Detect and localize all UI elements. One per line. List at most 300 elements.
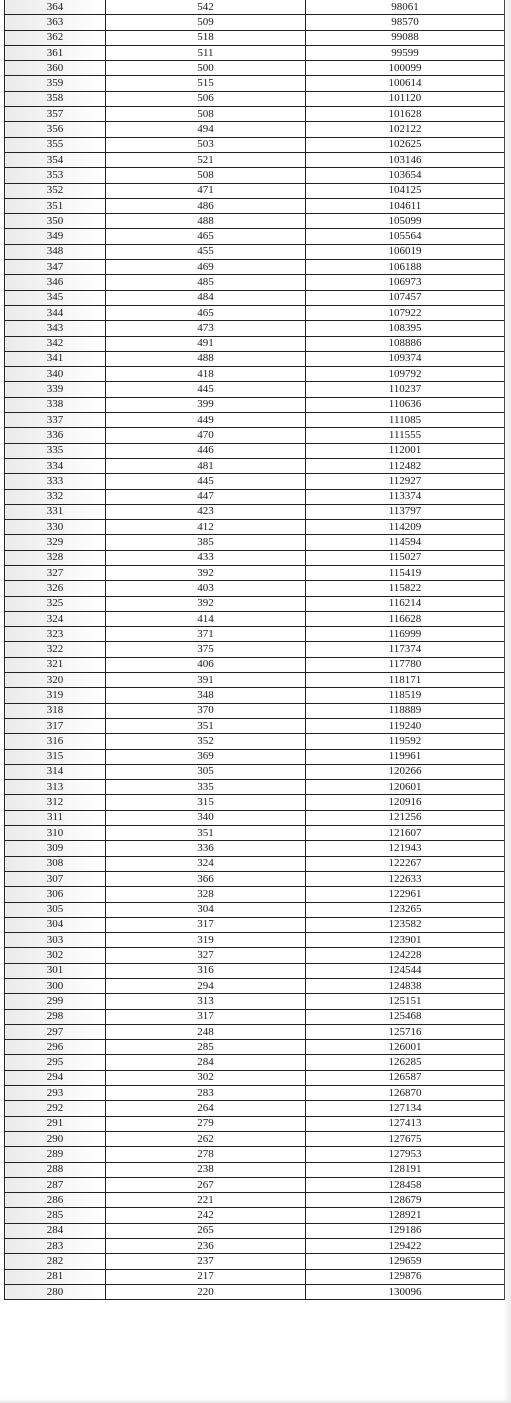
table-row xyxy=(5,1162,505,1177)
score-cell: 290 xyxy=(5,1131,106,1146)
count-cell: 283 xyxy=(106,1086,306,1101)
table-row xyxy=(5,489,505,504)
table-row xyxy=(5,565,505,580)
cumulative-cell: 107457 xyxy=(306,290,505,305)
cumulative-cell: 119592 xyxy=(306,734,505,749)
count-cell: 447 xyxy=(106,489,306,504)
cumulative-cell: 99599 xyxy=(306,45,505,60)
score-cell: 317 xyxy=(5,718,106,733)
table-row xyxy=(5,1193,505,1208)
cumulative-cell: 116214 xyxy=(306,596,505,611)
count-cell: 445 xyxy=(106,382,306,397)
count-cell: 236 xyxy=(106,1239,306,1254)
cumulative-cell: 128921 xyxy=(306,1208,505,1223)
count-cell: 485 xyxy=(106,275,306,290)
cumulative-cell: 106973 xyxy=(306,275,505,290)
count-cell: 385 xyxy=(106,535,306,550)
table-row xyxy=(5,504,505,519)
cumulative-cell: 122267 xyxy=(306,856,505,871)
score-cell: 324 xyxy=(5,611,106,626)
count-cell: 469 xyxy=(106,260,306,275)
score-cell: 346 xyxy=(5,275,106,290)
count-cell: 518 xyxy=(106,30,306,45)
count-cell: 315 xyxy=(106,795,306,810)
score-cell: 330 xyxy=(5,520,106,535)
count-cell: 248 xyxy=(106,1024,306,1039)
score-cell: 300 xyxy=(5,979,106,994)
cumulative-cell: 98061 xyxy=(306,0,505,15)
score-cell: 321 xyxy=(5,657,106,672)
table-row xyxy=(5,795,505,810)
count-cell: 267 xyxy=(106,1177,306,1192)
table-row xyxy=(5,1284,505,1299)
cumulative-cell: 100099 xyxy=(306,61,505,76)
count-cell: 336 xyxy=(106,841,306,856)
cumulative-cell: 127675 xyxy=(306,1131,505,1146)
count-cell: 304 xyxy=(106,902,306,917)
score-cell: 363 xyxy=(5,15,106,30)
cumulative-cell: 128191 xyxy=(306,1162,505,1177)
count-cell: 470 xyxy=(106,428,306,443)
table-row xyxy=(5,1223,505,1238)
cumulative-cell: 115822 xyxy=(306,581,505,596)
score-cell: 283 xyxy=(5,1239,106,1254)
table-row xyxy=(5,734,505,749)
score-cell: 314 xyxy=(5,764,106,779)
cumulative-cell: 113374 xyxy=(306,489,505,504)
table-row xyxy=(5,1239,505,1254)
count-cell: 371 xyxy=(106,627,306,642)
score-cell: 304 xyxy=(5,917,106,932)
score-cell: 352 xyxy=(5,183,106,198)
cumulative-cell: 129876 xyxy=(306,1269,505,1284)
score-cell: 364 xyxy=(5,0,106,15)
cumulative-cell: 126001 xyxy=(306,1040,505,1055)
cumulative-cell: 100614 xyxy=(306,76,505,91)
count-cell: 423 xyxy=(106,504,306,519)
score-cell: 333 xyxy=(5,474,106,489)
cumulative-cell: 122633 xyxy=(306,871,505,886)
table-row xyxy=(5,397,505,412)
table-row xyxy=(5,887,505,902)
count-cell: 217 xyxy=(106,1269,306,1284)
table-row xyxy=(5,1070,505,1085)
table-row xyxy=(5,1055,505,1070)
score-cell: 327 xyxy=(5,565,106,580)
table-row xyxy=(5,244,505,259)
cumulative-cell: 120601 xyxy=(306,780,505,795)
cumulative-cell: 108886 xyxy=(306,336,505,351)
cumulative-cell: 118889 xyxy=(306,703,505,718)
score-cell: 312 xyxy=(5,795,106,810)
count-cell: 351 xyxy=(106,718,306,733)
cumulative-cell: 125716 xyxy=(306,1024,505,1039)
table-row xyxy=(5,1116,505,1131)
count-cell: 279 xyxy=(106,1116,306,1131)
score-cell: 358 xyxy=(5,91,106,106)
score-cell: 360 xyxy=(5,61,106,76)
score-distribution-table xyxy=(4,0,505,1300)
score-cell: 356 xyxy=(5,122,106,137)
count-cell: 515 xyxy=(106,76,306,91)
cumulative-cell: 124544 xyxy=(306,963,505,978)
table-row xyxy=(5,673,505,688)
cumulative-cell: 129422 xyxy=(306,1239,505,1254)
score-cell: 351 xyxy=(5,198,106,213)
table-row xyxy=(5,15,505,30)
score-cell: 284 xyxy=(5,1223,106,1238)
table-row xyxy=(5,214,505,229)
count-cell: 488 xyxy=(106,214,306,229)
table-row xyxy=(5,841,505,856)
score-cell: 298 xyxy=(5,1009,106,1024)
table-row xyxy=(5,61,505,76)
score-cell: 315 xyxy=(5,749,106,764)
count-cell: 481 xyxy=(106,458,306,473)
count-cell: 317 xyxy=(106,1009,306,1024)
table-row xyxy=(5,152,505,167)
cumulative-cell: 125468 xyxy=(306,1009,505,1024)
count-cell: 285 xyxy=(106,1040,306,1055)
cumulative-cell: 125151 xyxy=(306,994,505,1009)
score-cell: 359 xyxy=(5,76,106,91)
table-row xyxy=(5,994,505,1009)
count-cell: 327 xyxy=(106,948,306,963)
score-cell: 313 xyxy=(5,780,106,795)
cumulative-cell: 119961 xyxy=(306,749,505,764)
cumulative-cell: 115027 xyxy=(306,550,505,565)
cumulative-cell: 114209 xyxy=(306,520,505,535)
cumulative-cell: 113797 xyxy=(306,504,505,519)
count-cell: 503 xyxy=(106,137,306,152)
table-row xyxy=(5,1254,505,1269)
score-cell: 349 xyxy=(5,229,106,244)
cumulative-cell: 117780 xyxy=(306,657,505,672)
count-cell: 542 xyxy=(106,0,306,15)
score-cell: 334 xyxy=(5,458,106,473)
score-cell: 361 xyxy=(5,45,106,60)
table-row xyxy=(5,611,505,626)
score-cell: 353 xyxy=(5,168,106,183)
cumulative-cell: 128679 xyxy=(306,1193,505,1208)
count-cell: 324 xyxy=(106,856,306,871)
score-cell: 343 xyxy=(5,321,106,336)
count-cell: 278 xyxy=(106,1147,306,1162)
cumulative-cell: 118519 xyxy=(306,688,505,703)
table-row xyxy=(5,367,505,382)
table-row xyxy=(5,703,505,718)
cumulative-cell: 111085 xyxy=(306,413,505,428)
table-row xyxy=(5,1009,505,1024)
table-row xyxy=(5,0,505,15)
score-cell: 291 xyxy=(5,1116,106,1131)
cumulative-cell: 121943 xyxy=(306,841,505,856)
count-cell: 302 xyxy=(106,1070,306,1085)
cumulative-cell: 130096 xyxy=(306,1284,505,1299)
table-row xyxy=(5,520,505,535)
score-cell: 338 xyxy=(5,397,106,412)
table-body xyxy=(5,0,505,1300)
score-cell: 362 xyxy=(5,30,106,45)
count-cell: 449 xyxy=(106,413,306,428)
count-cell: 348 xyxy=(106,688,306,703)
table-row xyxy=(5,780,505,795)
cumulative-cell: 106188 xyxy=(306,260,505,275)
count-cell: 351 xyxy=(106,826,306,841)
count-cell: 445 xyxy=(106,474,306,489)
cumulative-cell: 110237 xyxy=(306,382,505,397)
score-cell: 340 xyxy=(5,367,106,382)
score-cell: 294 xyxy=(5,1070,106,1085)
score-cell: 318 xyxy=(5,703,106,718)
score-cell: 323 xyxy=(5,627,106,642)
table-row xyxy=(5,749,505,764)
count-cell: 486 xyxy=(106,198,306,213)
score-cell: 344 xyxy=(5,305,106,320)
table-row xyxy=(5,336,505,351)
table-row xyxy=(5,137,505,152)
cumulative-cell: 111555 xyxy=(306,428,505,443)
table-row xyxy=(5,581,505,596)
cumulative-cell: 107922 xyxy=(306,305,505,320)
cumulative-cell: 103146 xyxy=(306,152,505,167)
table-row xyxy=(5,305,505,320)
cumulative-cell: 104611 xyxy=(306,198,505,213)
score-cell: 293 xyxy=(5,1086,106,1101)
table-row xyxy=(5,30,505,45)
cumulative-cell: 116999 xyxy=(306,627,505,642)
table-row xyxy=(5,1024,505,1039)
count-cell: 317 xyxy=(106,917,306,932)
cumulative-cell: 122961 xyxy=(306,887,505,902)
score-cell: 322 xyxy=(5,642,106,657)
table-row xyxy=(5,458,505,473)
cumulative-cell: 120916 xyxy=(306,795,505,810)
cumulative-cell: 118171 xyxy=(306,673,505,688)
count-cell: 294 xyxy=(106,979,306,994)
score-cell: 296 xyxy=(5,1040,106,1055)
table-row xyxy=(5,91,505,106)
table-row xyxy=(5,382,505,397)
table-row xyxy=(5,871,505,886)
count-cell: 491 xyxy=(106,336,306,351)
table-row xyxy=(5,1131,505,1146)
score-cell: 336 xyxy=(5,428,106,443)
score-cell: 339 xyxy=(5,382,106,397)
cumulative-cell: 129659 xyxy=(306,1254,505,1269)
table-row xyxy=(5,979,505,994)
score-cell: 287 xyxy=(5,1177,106,1192)
count-cell: 340 xyxy=(106,810,306,825)
score-cell: 357 xyxy=(5,107,106,122)
cumulative-cell: 109792 xyxy=(306,367,505,382)
count-cell: 328 xyxy=(106,887,306,902)
count-cell: 305 xyxy=(106,764,306,779)
count-cell: 406 xyxy=(106,657,306,672)
count-cell: 494 xyxy=(106,122,306,137)
table-row xyxy=(5,428,505,443)
count-cell: 509 xyxy=(106,15,306,30)
count-cell: 391 xyxy=(106,673,306,688)
table-row xyxy=(5,168,505,183)
table-row xyxy=(5,826,505,841)
count-cell: 316 xyxy=(106,963,306,978)
count-cell: 375 xyxy=(106,642,306,657)
score-cell: 280 xyxy=(5,1284,106,1299)
cumulative-cell: 123582 xyxy=(306,917,505,932)
cumulative-cell: 128458 xyxy=(306,1177,505,1192)
cumulative-cell: 114594 xyxy=(306,535,505,550)
score-cell: 308 xyxy=(5,856,106,871)
score-cell: 347 xyxy=(5,260,106,275)
table-row xyxy=(5,596,505,611)
score-cell: 319 xyxy=(5,688,106,703)
cumulative-cell: 116628 xyxy=(306,611,505,626)
table-row xyxy=(5,627,505,642)
table-row xyxy=(5,917,505,932)
count-cell: 465 xyxy=(106,229,306,244)
table-row xyxy=(5,856,505,871)
score-cell: 285 xyxy=(5,1208,106,1223)
score-cell: 305 xyxy=(5,902,106,917)
table-row xyxy=(5,718,505,733)
score-cell: 289 xyxy=(5,1147,106,1162)
score-cell: 311 xyxy=(5,810,106,825)
table-row xyxy=(5,933,505,948)
score-cell: 281 xyxy=(5,1269,106,1284)
cumulative-cell: 120266 xyxy=(306,764,505,779)
table-row xyxy=(5,1040,505,1055)
table-row xyxy=(5,550,505,565)
cumulative-cell: 102122 xyxy=(306,122,505,137)
count-cell: 392 xyxy=(106,565,306,580)
score-cell: 348 xyxy=(5,244,106,259)
table-row xyxy=(5,1101,505,1116)
score-cell: 337 xyxy=(5,413,106,428)
cumulative-cell: 127134 xyxy=(306,1101,505,1116)
count-cell: 412 xyxy=(106,520,306,535)
table-row xyxy=(5,764,505,779)
count-cell: 220 xyxy=(106,1284,306,1299)
table-row xyxy=(5,45,505,60)
cumulative-cell: 101628 xyxy=(306,107,505,122)
cumulative-cell: 112482 xyxy=(306,458,505,473)
cumulative-cell: 127953 xyxy=(306,1147,505,1162)
score-cell: 301 xyxy=(5,963,106,978)
score-cell: 282 xyxy=(5,1254,106,1269)
count-cell: 352 xyxy=(106,734,306,749)
score-cell: 295 xyxy=(5,1055,106,1070)
table-row xyxy=(5,275,505,290)
table-row xyxy=(5,963,505,978)
cumulative-cell: 108395 xyxy=(306,321,505,336)
count-cell: 399 xyxy=(106,397,306,412)
score-cell: 354 xyxy=(5,152,106,167)
score-cell: 350 xyxy=(5,214,106,229)
cumulative-cell: 110636 xyxy=(306,397,505,412)
score-cell: 342 xyxy=(5,336,106,351)
table-row xyxy=(5,351,505,366)
score-cell: 286 xyxy=(5,1193,106,1208)
cumulative-cell: 98570 xyxy=(306,15,505,30)
score-cell: 328 xyxy=(5,550,106,565)
count-cell: 414 xyxy=(106,611,306,626)
score-cell: 292 xyxy=(5,1101,106,1116)
count-cell: 488 xyxy=(106,351,306,366)
count-cell: 392 xyxy=(106,596,306,611)
table-row xyxy=(5,183,505,198)
cumulative-cell: 112927 xyxy=(306,474,505,489)
cumulative-cell: 109374 xyxy=(306,351,505,366)
right-edge-shadow xyxy=(503,0,511,1403)
score-cell: 307 xyxy=(5,871,106,886)
table-row xyxy=(5,290,505,305)
count-cell: 284 xyxy=(106,1055,306,1070)
cumulative-cell: 119240 xyxy=(306,718,505,733)
cumulative-cell: 121256 xyxy=(306,810,505,825)
cumulative-cell: 126870 xyxy=(306,1086,505,1101)
bottom-edge-shadow xyxy=(0,1399,511,1403)
count-cell: 221 xyxy=(106,1193,306,1208)
count-cell: 508 xyxy=(106,107,306,122)
count-cell: 465 xyxy=(106,305,306,320)
cumulative-cell: 126285 xyxy=(306,1055,505,1070)
cumulative-cell: 127413 xyxy=(306,1116,505,1131)
score-cell: 299 xyxy=(5,994,106,1009)
cumulative-cell: 101120 xyxy=(306,91,505,106)
count-cell: 319 xyxy=(106,933,306,948)
table-row xyxy=(5,1208,505,1223)
cumulative-cell: 123265 xyxy=(306,902,505,917)
table-row xyxy=(5,1177,505,1192)
count-cell: 455 xyxy=(106,244,306,259)
count-cell: 521 xyxy=(106,152,306,167)
score-cell: 309 xyxy=(5,841,106,856)
count-cell: 313 xyxy=(106,994,306,1009)
table-row xyxy=(5,107,505,122)
table-row xyxy=(5,76,505,91)
count-cell: 484 xyxy=(106,290,306,305)
score-cell: 310 xyxy=(5,826,106,841)
table-row xyxy=(5,413,505,428)
score-cell: 341 xyxy=(5,351,106,366)
table-row xyxy=(5,474,505,489)
count-cell: 237 xyxy=(106,1254,306,1269)
score-cell: 345 xyxy=(5,290,106,305)
cumulative-cell: 99088 xyxy=(306,30,505,45)
count-cell: 403 xyxy=(106,581,306,596)
cumulative-cell: 123901 xyxy=(306,933,505,948)
cumulative-cell: 112001 xyxy=(306,443,505,458)
cumulative-cell: 117374 xyxy=(306,642,505,657)
score-cell: 331 xyxy=(5,504,106,519)
score-cell: 326 xyxy=(5,581,106,596)
count-cell: 242 xyxy=(106,1208,306,1223)
count-cell: 511 xyxy=(106,45,306,60)
cumulative-cell: 121607 xyxy=(306,826,505,841)
cumulative-cell: 115419 xyxy=(306,565,505,580)
table-row xyxy=(5,535,505,550)
count-cell: 473 xyxy=(106,321,306,336)
count-cell: 264 xyxy=(106,1101,306,1116)
cumulative-cell: 105099 xyxy=(306,214,505,229)
count-cell: 446 xyxy=(106,443,306,458)
table-row xyxy=(5,810,505,825)
cumulative-cell: 126587 xyxy=(306,1070,505,1085)
count-cell: 418 xyxy=(106,367,306,382)
table-row xyxy=(5,902,505,917)
table-row xyxy=(5,122,505,137)
